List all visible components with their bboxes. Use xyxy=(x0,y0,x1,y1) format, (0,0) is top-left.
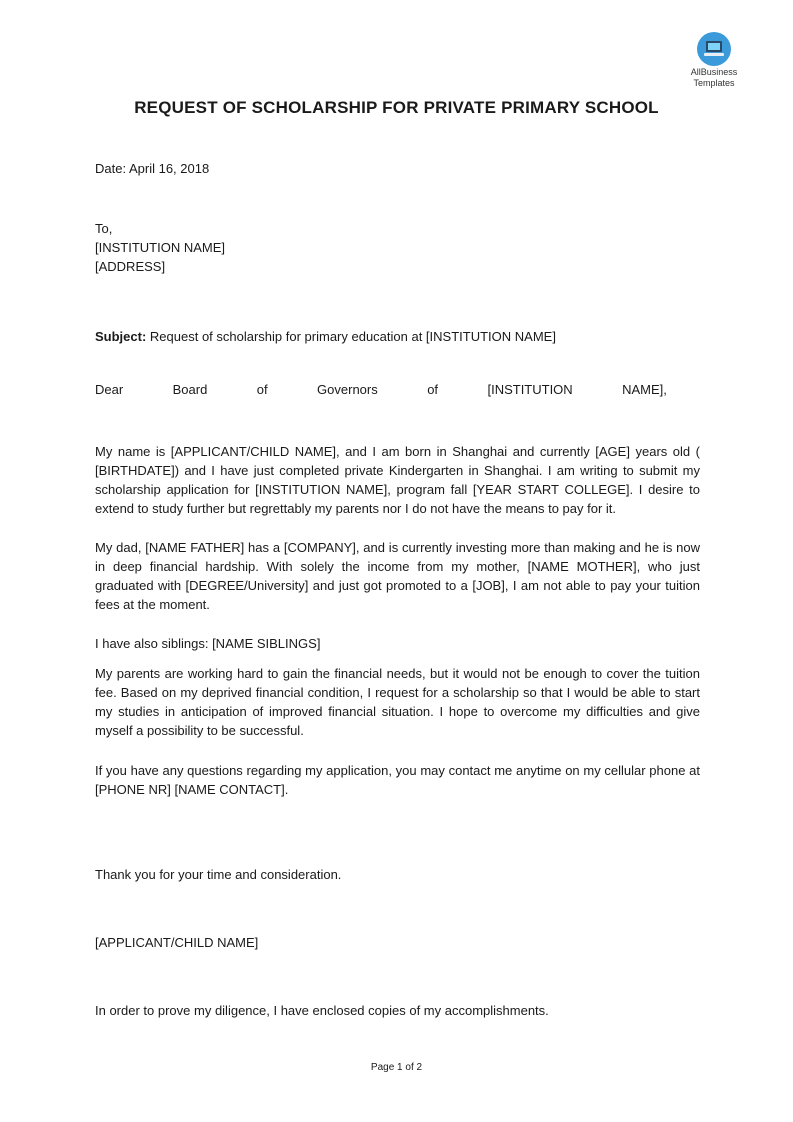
laptop-icon xyxy=(697,32,731,66)
salutation-word: NAME], xyxy=(622,382,667,397)
letter-date: Date: April 16, 2018 xyxy=(95,161,210,176)
subject-text: Request of scholarship for primary education at [INSTITUTION NAME] xyxy=(146,329,556,344)
logo xyxy=(684,32,744,88)
recipient-institution: [INSTITUTION NAME] xyxy=(95,240,225,255)
recipient-to: To, xyxy=(95,221,113,236)
logo-text-line2: Templates xyxy=(693,78,735,88)
salutation-word: of xyxy=(427,382,439,397)
subject-line xyxy=(95,327,700,346)
recipient-address: [ADDRESS] xyxy=(95,259,166,274)
page-number: Page 1 of 2 xyxy=(370,1062,423,1073)
enclosure-note: In order to prove my diligence, I have enclosed copies of my accomplishments. xyxy=(95,1003,549,1018)
salutation-word: Governors xyxy=(317,382,378,397)
document-title: REQUEST OF SCHOLARSHIP FOR PRIVATE PRIMARY SCHOOL xyxy=(134,98,659,117)
salutation-word: Board xyxy=(172,382,208,397)
salutation-word: of xyxy=(256,382,268,397)
signature-name: [APPLICANT/CHILD NAME] xyxy=(95,935,259,950)
paragraph-siblings: I have also siblings: [NAME SIBLINGS] xyxy=(95,636,321,651)
salutation xyxy=(95,380,667,399)
paragraph-introduction: My name is [APPLICANT/CHILD NAME], and I am born in Shanghai and currently [AGE] years old ( [BIRTHDATE]) and I have just completed private Kindergarten in Shanghai. I am writing to submit my scholarship application for [INSTITUTION NAME], program fall [YEAR START COLLEGE]. I desire to extend to study further but regrettably my parents nor I do not have the means to pay for it. xyxy=(95,444,700,516)
salutation-word: [INSTITUTION xyxy=(487,382,573,397)
logo-text-line1: AllBusiness xyxy=(690,67,738,77)
salutation-word: Dear xyxy=(95,382,124,397)
paragraph-request: My parents are working hard to gain the financial needs, but it would not be enough to cover the tuition fee. Based on my deprived financial condition, I request for a scholarship so that I would be able to start my studies in anticipation of improved financial situation. I hope to overcome my difficulties and give myself a possibility to be successful. xyxy=(95,666,700,738)
paragraph-family-situation: My dad, [NAME FATHER] has a [COMPANY], and is currently investing more than making and he is now in deep financial hardship. With solely the income from my mother, [NAME MOTHER], who just graduated with [DEGREE/University] and just got promoted to a [JOB], I am not able to pay your tuition fees at the moment. xyxy=(95,540,700,612)
recipient-block xyxy=(95,219,700,276)
closing-thanks: Thank you for your time and consideration. xyxy=(95,867,342,882)
paragraph-contact: If you have any questions regarding my application, you may contact me anytime on my cellular phone at [PHONE NR] [NAME CONTACT]. xyxy=(95,763,700,797)
subject-label: Subject: xyxy=(95,329,147,344)
